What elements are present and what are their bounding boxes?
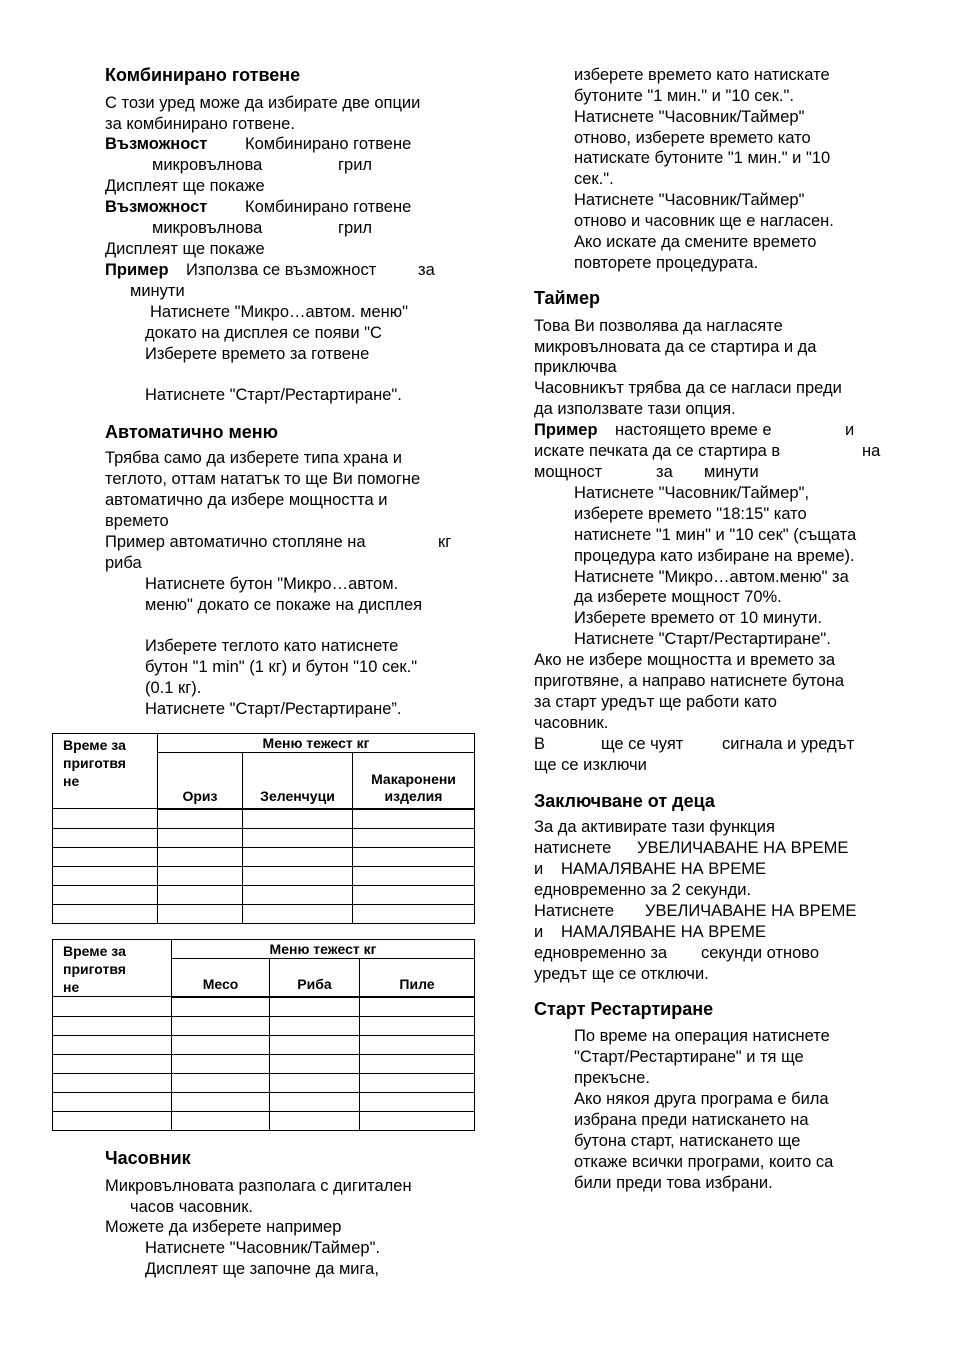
option-micro: микровълнова [152, 156, 263, 174]
example-text: мощност [534, 463, 603, 481]
paragraph-line: Микровълновата разполага с дигитален [105, 1177, 412, 1195]
step-line: натиснете "1 мин" и "10 сек" (същата [574, 526, 857, 544]
step-line: (0.1 кг). [145, 679, 202, 697]
column-header: Зеленчуци [243, 753, 353, 809]
step-line: отново, изберете времето като [574, 129, 811, 147]
step-line: Натиснете "Старт/Рестартиране". [574, 630, 831, 648]
table-row [53, 1073, 475, 1092]
step-line: Натиснете "Микро…автом.меню" за [574, 568, 849, 586]
paragraph-line: Можете да изберете например [105, 1218, 342, 1236]
section-title-start-restart: Старт Рестартиране [534, 999, 714, 1019]
step-line: докато на дисплея се появи "С [145, 324, 382, 342]
paragraph-line: приключва [534, 358, 617, 376]
option-label: Възможност [105, 135, 208, 153]
step-line: изберете времето "18:15" като [574, 505, 807, 523]
paragraph-line: и [534, 923, 544, 941]
table-span-header: Меню тежест кг [172, 940, 475, 959]
table-row [53, 904, 475, 923]
table-row [53, 1111, 475, 1130]
step-line: Натиснете бутон "Микро…автом. [145, 575, 399, 593]
paragraph-line: натиснете [534, 839, 612, 857]
example-text: за [656, 463, 673, 481]
section-title-timer: Таймер [534, 288, 600, 308]
step-line: Изберете времето от 10 минути. [574, 609, 823, 627]
paragraph-line: теглото, оттам нататък то ще Ви помогне [105, 470, 421, 488]
paragraph-line: "Старт/Рестартиране" и тя ще [574, 1048, 804, 1066]
example-text: искате печката да се стартира в [534, 442, 781, 460]
step-line: натискате бутоните "1 мин." и "10 [574, 149, 831, 167]
paragraph-line: били преди това избрани. [574, 1174, 773, 1192]
paragraph-line: ще се изключи [534, 756, 647, 774]
option-display: Дисплеят ще покаже [105, 177, 265, 195]
option-grill: грил [338, 219, 373, 237]
table-span-header: Меню тежест кг [158, 734, 475, 753]
paragraph-line: Това Ви позволява да нагласяте [534, 317, 783, 335]
example-label: Пример [534, 421, 598, 439]
column-header: Риба [270, 959, 360, 997]
paragraph-line: прекъсне. [574, 1069, 650, 1087]
step-line: изберете времето като натискате [574, 66, 830, 84]
option-display: Дисплеят ще покаже [105, 240, 265, 258]
paragraph-line: часовник. [534, 714, 609, 732]
table-corner-header: Време за приготвя не [53, 734, 158, 809]
section-title-child-lock: Заключване от деца [534, 791, 715, 811]
step-line: Ако искате да смените времето [574, 233, 817, 251]
example-text: Използва се възможност [186, 261, 377, 279]
paragraph-line: сигнала и уредът [722, 735, 855, 753]
paragraph-line: секунди отново [701, 944, 820, 962]
table-row [53, 828, 475, 847]
step-line: Изберете теглото като натиснете [145, 637, 399, 655]
step-line: процедура като избиране на време). [574, 547, 855, 565]
step-line: Натиснете "Старт/Рестартиране". [145, 386, 402, 404]
table-row [53, 809, 475, 829]
paragraph-line: да използвате тази опция. [534, 400, 736, 418]
paragraph-line: За да активирате тази функция [534, 818, 775, 836]
paragraph-line: Ако някоя друга програма е била [574, 1090, 829, 1108]
step-line: Дисплеят ще започне да мига, [145, 1260, 379, 1278]
paragraph-line: приготвяне, а направо натиснете бутона [534, 672, 845, 690]
paragraph-line: УВЕЛИЧАВАНЕ НА ВРЕМЕ [637, 839, 849, 857]
paragraph-line: уредът ще се отключи. [534, 965, 709, 983]
menu-table-1 [52, 733, 475, 924]
paragraph-line: часов часовник. [130, 1198, 254, 1216]
paragraph-line: едновременно за 2 секунди. [534, 881, 752, 899]
step-line: бутоните "1 мин." и "10 сек.". [574, 87, 794, 105]
step-line: да изберете мощност 70%. [574, 588, 782, 606]
example-text: минути [704, 463, 759, 481]
example-text: минути [130, 282, 185, 300]
section-title-clock: Часовник [105, 1148, 191, 1168]
example-text: на [862, 442, 881, 460]
option-label: Възможност [105, 198, 208, 216]
step-line: отново и часовник ще е нагласен. [574, 212, 834, 230]
paragraph-line: НАМАЛЯВАНЕ НА ВРЕМЕ [561, 923, 767, 941]
paragraph-line: По време на операция натиснете [574, 1027, 830, 1045]
table-row [53, 847, 475, 866]
example-text: кг [438, 533, 452, 551]
table-corner-header: Време за приготвя не [53, 940, 172, 997]
paragraph-line: бутона старт, натискането ще [574, 1132, 801, 1150]
example-label: Пример [105, 261, 169, 279]
table-row [53, 997, 475, 1017]
example-text: настоящето време е [615, 421, 772, 439]
step-line: Натиснете "Часовник/Таймер" [574, 191, 805, 209]
paragraph-line: откаже всички програми, които са [574, 1153, 834, 1171]
example-text: риба [105, 554, 142, 572]
example-text: Пример автоматично стопляне на [105, 533, 366, 551]
paragraph-line: Ако не избере мощността и времето за [534, 651, 836, 669]
example-text: и [845, 421, 855, 439]
step-line: Натиснете "Старт/Рестартиране”. [145, 700, 402, 718]
option-micro: микровълнова [152, 219, 263, 237]
paragraph-line: УВЕЛИЧАВАНЕ НА ВРЕМЕ [645, 902, 857, 920]
column-header: Макаронени изделия [353, 753, 475, 809]
table-row [53, 1035, 475, 1054]
paragraph-line: ще се чуят [601, 735, 684, 753]
step-line: меню" докато се покаже на дисплея [145, 596, 423, 614]
paragraph-line: избрана преди натискането на [574, 1111, 809, 1129]
table-row [53, 1092, 475, 1111]
paragraph-line: и [534, 860, 544, 878]
paragraph-line: времето [105, 512, 169, 530]
step-line: сек.". [574, 170, 614, 188]
table-row [53, 1054, 475, 1073]
step-line: повторете процедурата. [574, 254, 759, 272]
step-line: бутон "1 min" (1 кг) и бутон "10 сек." [145, 658, 418, 676]
step-line: Натиснете "Микро…автом. меню" [150, 303, 409, 321]
menu-table-2 [52, 939, 475, 1131]
option-text: Комбинирано готвене [245, 135, 412, 153]
option-grill: грил [338, 156, 373, 174]
paragraph-line: микровълновата да се стартира и да [534, 338, 817, 356]
column-header: Ориз [158, 753, 243, 809]
paragraph-line: за комбинирано готвене. [105, 115, 295, 133]
table-row [53, 866, 475, 885]
paragraph-line: автоматично да избере мощността и [105, 491, 388, 509]
paragraph-line: Часовникът трябва да се нагласи преди [534, 379, 842, 397]
column-header: Пиле [360, 959, 475, 997]
section-title-combined: Комбинирано готвене [105, 65, 301, 85]
step-line: Изберете времето за готвене [145, 345, 370, 363]
step-line: Натиснете "Часовник/Таймер". [145, 1239, 381, 1257]
paragraph-line: Трябва само да изберете типа храна и [105, 449, 402, 467]
step-line: Натиснете "Часовник/Таймер" [574, 108, 805, 126]
table-row [53, 1016, 475, 1035]
paragraph-line: за старт уредът ще работи като [534, 693, 777, 711]
option-text: Комбинирано готвене [245, 198, 412, 216]
section-title-auto-menu: Автоматично меню [105, 422, 279, 442]
paragraph-line: В [534, 735, 546, 753]
step-line: Натиснете "Часовник/Таймер", [574, 484, 810, 502]
paragraph-line: НАМАЛЯВАНЕ НА ВРЕМЕ [561, 860, 767, 878]
paragraph-line: С този уред може да избирате две опции [105, 94, 421, 112]
column-header: Месо [172, 959, 270, 997]
paragraph-line: Натиснете [534, 902, 615, 920]
example-text: за [418, 261, 435, 279]
paragraph-line: едновременно за [534, 944, 668, 962]
table-row [53, 885, 475, 904]
